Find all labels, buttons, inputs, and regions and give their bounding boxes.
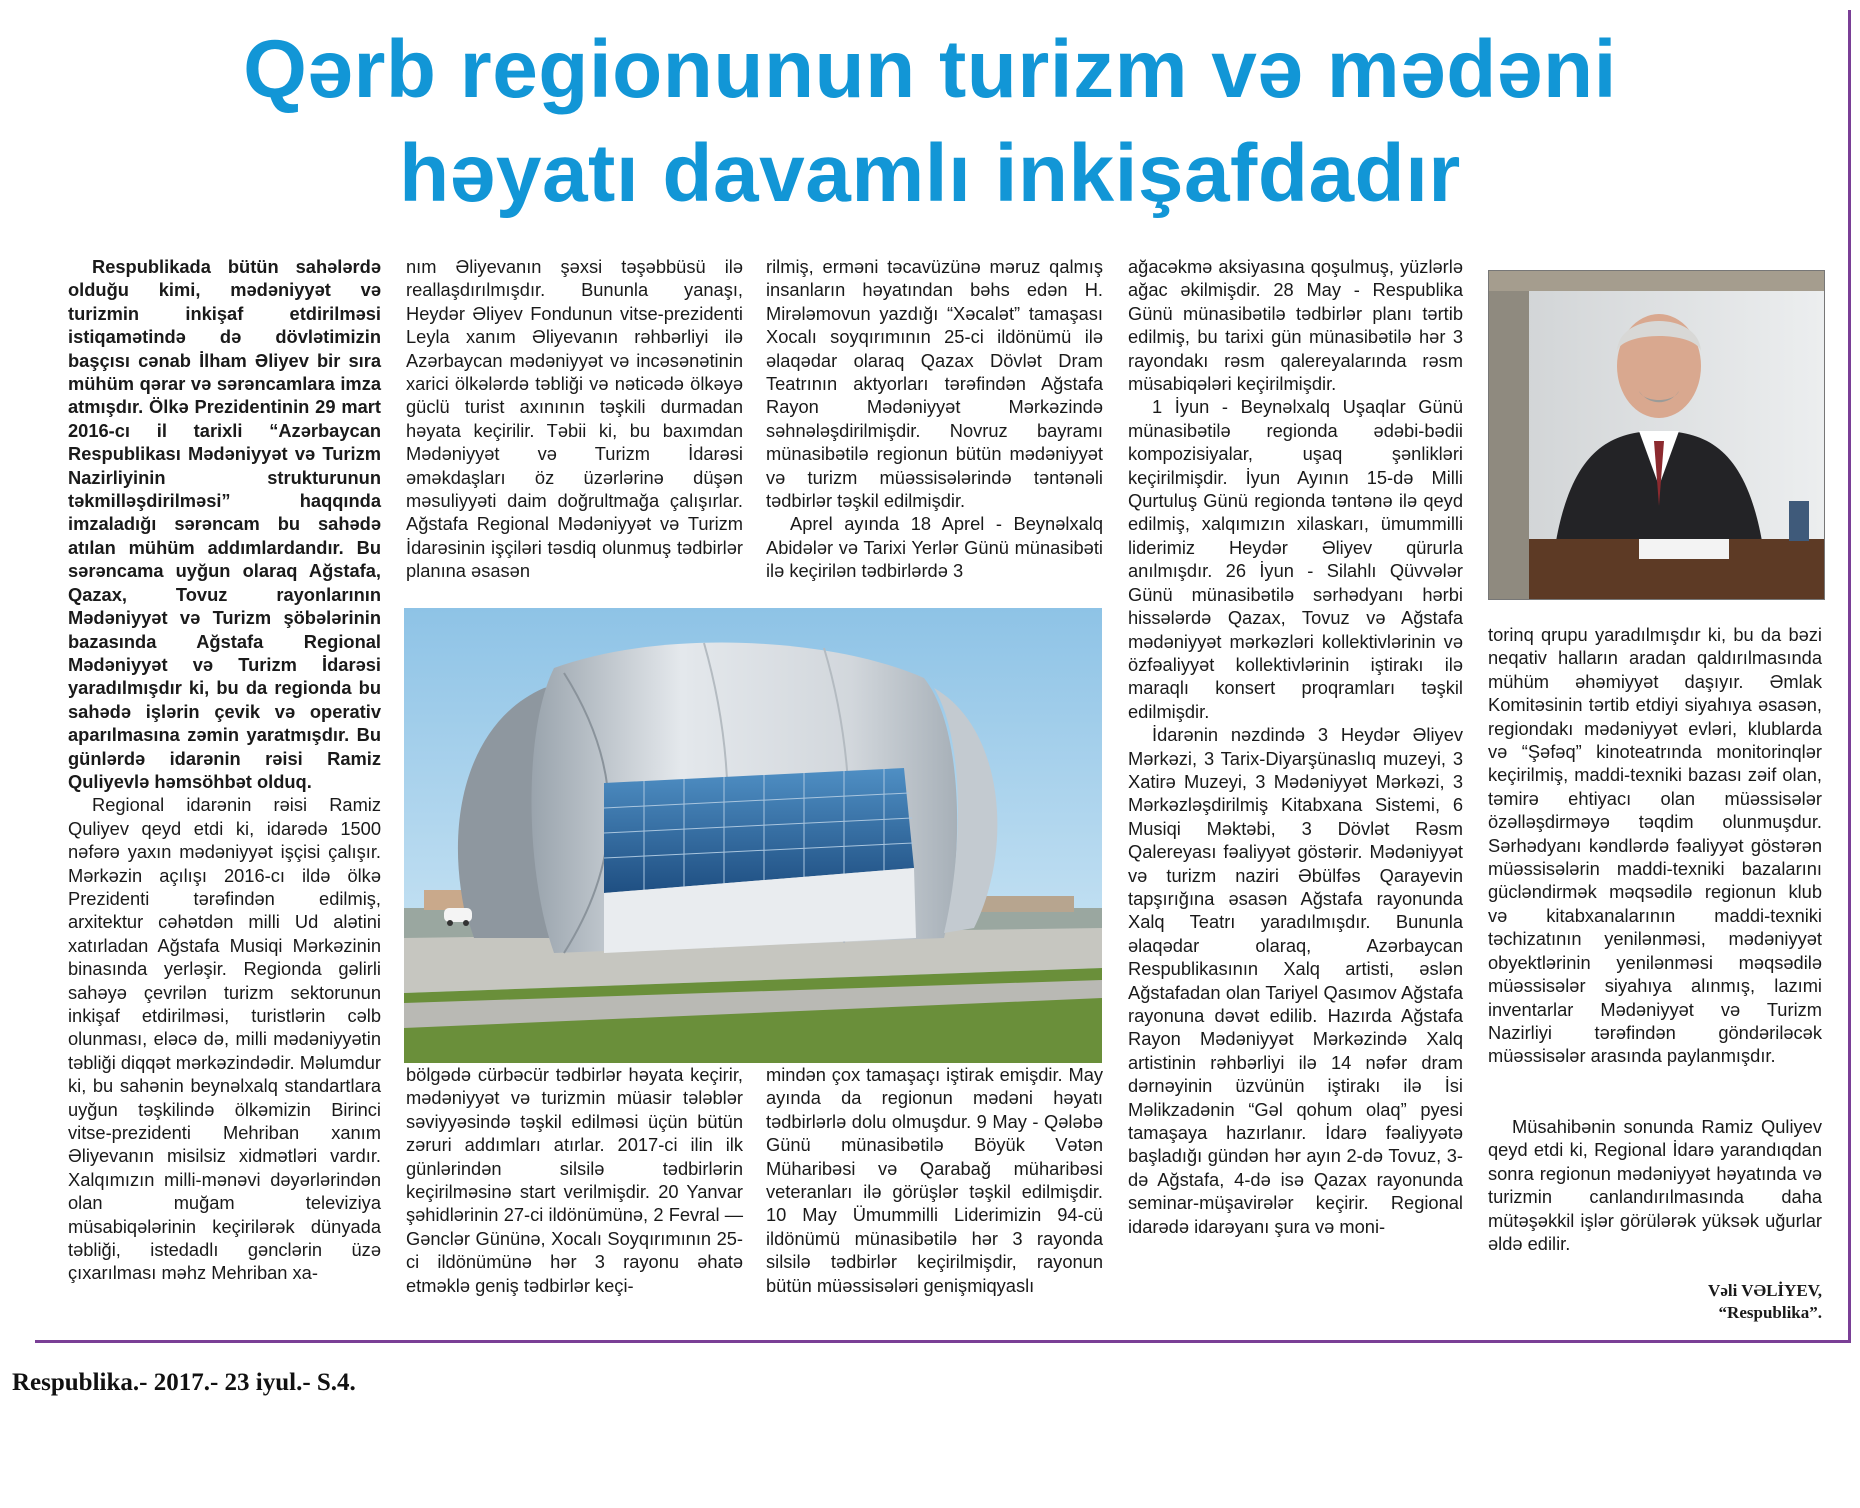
body-paragraph: Müsahibənin sonunda Ramiz Quliyev qeyd etdi ki, Regional İdarə yarandıqdan sonra regionun mədəniyyət həyatında və turizmin canlandırılmasında daha mütəşəkkil işlər görülərək yüksək uğurlar əldə edilir. <box>1488 1116 1822 1255</box>
publication-name: “Respublika”. <box>1718 1303 1822 1322</box>
building-photo <box>404 608 1102 1063</box>
headline <box>30 18 1830 226</box>
body-paragraph: bölgədə cürbəcür tədbirlər həyata keçirir, mədəniyyət və turizmin müasir tələblər səviyyəsində təşkil edilməsi üçün bütün zəruri addımları atırlar. 2017-ci ilin ilk günlərindən silsilə tədbirlərin keçirilməsinə start verilmişdir. 20 Yanvar şəhidlərinin 27-ci ildönümünə, 2 Fevral — Gənclər Gününə, Xocalı Soyqırımının 25-ci ildönümünə hər 3 rayonu əhatə etməklə geniş tədbirlər keçi- <box>406 1064 743 1296</box>
article-column-5 <box>1488 255 1822 1337</box>
body-paragraph: rilmiş, erməni təcavüzünə məruz qalmış insanların həyatından bəhs edən H. Mirələmovun yazdığı “Xəcalət” tamaşası Xocalı soyqırımının 25-ci ildönümü ilə əlaqədar olaraq Qazax Dövlət Dram Teatrının aktyorları tərəfindən Ağstafa Rayon Mədəniyyət Mərkəzində səhnələşdirilmişdir. Novruz bayramı münasibətilə regionun bütün mədəniyyət və turizm müəssisələrində təntənəli tədbirlər təşkil edilmişdir. <box>766 256 1103 512</box>
body-paragraph: Regional idarənin rəisi Ramiz Quliyev qeyd etdi ki, idarədə 1500 nəfərə yaxın mədəniyyət işçisi çalışır. Mərkəzin açılışı 2016-cı ildə ölkə Prezidenti tərəfindən edilmiş, arxitektur cəhətdən milli Ud alətini xatırladan Ağstafa Musiqi Mərkəzinin binasında yerləşir. Regionda gəlirli sahəyə çevrilən turizm sektorunun inkişaf etdirilməsi, turistlərin cəlb olunması, eləcə də, milli mədəniyyətin təbliği diqqət mərkəzindədir. Məlumdur ki, bu sahənin beynəlxalq standartlara uyğun təşkilində ölkəmizin Birinci vitse-prezidenti Mehriban xanım Əliyevanın misilsiz xidmətləri vardır. Xalqımızın milli-mənəvi dəyərlərindən olan muğam televiziya müsabiqələrinin keçirilərək dünyada təbliği, istedadlı gənclərin üzə çıxarılması məhz Mehriban xa- <box>68 794 381 1284</box>
bottom-border-rule <box>35 1340 1851 1343</box>
lead-paragraph: Respublikada bütün sahələrdə olduğu kimi, mədəniyyət və turizmin inkişaf etdirilməsi istiqamətində də dövlətimizin başçısı cənab İlham Əliyev bir sıra mühüm qərar və sərəncamlara imza atmışdır. Ölkə Prezidentinin 29 mart 2016-cı il tarixli “Azərbaycan Respublikası Mədəniyyət və Turizm Nazirliyinin strukturunun təkmilləşdirilməsi” haqqında imzaladığı sərəncam bu sahədə atılan mühüm addımlardandır. Bu sərəncama uyğun olaraq Ağstafa, Qazax, Tovuz rayonlarının Mədəniyyət və Turizm şöbələrinin bazasında Ağstafa Regional Mədəniyyət və Turizm İdarəsi yaradılmışdır ki, bu da regionda bu sahədə işlərin çevik və operativ aparılmasına zəmin yaratmışdır. Bu günlərdə idarənin rəisi Ramiz Quliyevlə həmsöhbət olduq. <box>68 256 381 792</box>
author-name: Vəli VƏLİYEV, <box>1708 1281 1822 1300</box>
headline-line-1: Qərb regionunun turizm və mədəni <box>243 24 1617 115</box>
headline-line-2: həyatı davamlı inkişafdadır <box>399 128 1461 219</box>
body-paragraph: 1 İyun - Beynəlxalq Uşaqlar Günü münasibətilə regionda ədəbi-bədii kompozisiyalar, uşaq şənlikləri keçirilmişdir. İyun Ayının 15-də Milli Qurtuluş Günü regionda təntənə ilə qeyd edilmiş, xalqımızın xilaskarı, ümummilli liderimiz Heydər Əliyev qürurla anılmışdır. 26 İyun - Silahlı Qüvvələr Günü münasibətilə sərhədyanı hərbi hissələrdə Qazax, Tovuz və Ağstafa mədəniyyət mərkəzləri kollektivlərinin və özfəaliyyət kollektivlərinin iştirakı ilə maraqlı konsert proqramları təşkil edilmişdir. <box>1128 396 1463 722</box>
author-signature <box>1488 1280 1822 1324</box>
body-paragraph: Aprel ayında 18 Aprel - Beynəlxalq Abidələr və Tarixi Yerlər Günü münasibəti ilə keçirilən tədbirlərdə 3 <box>766 513 1103 582</box>
body-paragraph: İdarənin nəzdində 3 Heydər Əliyev Mərkəzi, 3 Tarix-Diyarşünaslıq muzeyi, 3 Xatirə Muzeyi, 3 Mədəniyyət Mərkəzi, 3 Mərkəzləşdirilmiş Kitabxana Sistemi, 6 Musiqi Məktəbi, 3 Dövlət Rəsm Qalereyası fəaliyyət göstərir. Mədəniyyət və turizm naziri Əbülfəs Qarayevin tapşırığına əsasən Ağstafa rayonunda Xalq Teatrı yaradılmışdır. Bununla əlaqədar olaraq, Azərbaycan Respublikasının Xalq artisti, əslən Ağstafadan olan Tariyel Qasımov Ağstafa rayonuna dəvət edilib. Hazırda Ağstafa Rayon Mədəniyyət Mərkəzində Xalq artistinin rəhbərliyi ilə 14 nəfər dram dərnəyinin üzvünün iştirakı ilə İsi Məlikzadənin “Gəl qohum olaq” pyesi tamaşaya hazırlanır. İdarə fəaliyyətə başladığı gündən hər ayın 2-də Tovuz, 3-də Ağstafa, 4-də isə Qazax rayonunda seminar-müşavirələr keçirir. Regional idarədə idarəyanı şura və moni- <box>1128 724 1463 1237</box>
body-paragraph: nım Əliyevanın şəxsi təşəbbüsü ilə reallaşdırılmışdır. Bununla yanaşı, Heydər Əliyev Fondunun vitse-prezidenti Leyla xanım Əliyevanın rəhbərliyi ilə Azərbaycan mədəniyyət və incəsənətinin xarici ölkələrdə təbliği və nəticədə ölkəyə güclü turist axınının təşkili durmadan həyata keçirilir. Təbii ki, bu baxımdan Mədəniyyət və Turizm İdarəsi əməkdaşları öz üzərlərinə düşən məsuliyyəti daim doğrultmağa çalışırlar. Ağstafa Regional Mədəniyyət və Turizm İdarəsinin işçiləri təsdiq olunmuş tədbirlər planına əsasən <box>406 256 743 582</box>
article-column-4 <box>1128 255 1463 1337</box>
body-paragraph: torinq qrupu yaradılmışdır ki, bu da bəzi neqativ halların aradan qaldırılmasında mühüm əhəmiyyət daşıyır. Əmlak Komitəsinin tərtib etdiyi siyahıya əsasən, regiondakı mədəniyyət evləri, klublarda və “Şəfəq” kinoteatrında monitorinqlər keçirilmiş, maddi-texniki bazası zəif olan, təmirə ehtiyacı olan müəssisələr özəlləşdirməyə təqdim olunmuşdur. Sərhədyanı kəndlərdə fəaliyyət göstərən müəssisələrin maddi-texniki bazalarını gücləndirmək məqsədilə regionun klub və kitabxanalarının maddi-texniki təchizatının yenilənməsi, mədəniyyət obyektlərinin yenilənməsi məqsədilə müəssisələr siyahıya alınmış, lazımi inventarlar Mədəniyyət və Turizm Nazirliyi tərəfindən göndəriləcək müəssisələr arasında paylanmışdır. <box>1488 624 1822 1067</box>
article-column-1 <box>68 255 381 1337</box>
right-border-rule <box>1848 10 1851 1340</box>
body-paragraph: mindən çox tamaşaçı iştirak emişdir. May ayında da regionun mədəni həyatı tədbirlərlə dolu olmuşdur. 9 May - Qələbə Günü münasibətilə Böyük Vətən Müharibəsi və Qarabağ müharibəsi veteranları ilə görüşlər təşkil edilmişdir. 10 May Ümummilli Liderimizin 94-cü ildönümü münasibətilə hər 3 rayonda silsilə tədbirlər keçirilmişdir, rayonun bütün müəssisələri genişmiqyaslı <box>766 1064 1103 1296</box>
body-paragraph: ağacəkmə aksiyasına qoşulmuş, yüzlərlə ağac əkilmişdir. 28 May - Respublika Günü münasibətilə tədbirlər planı tərtib edilmiş, bu tarixi gün münasibətilə hər 3 rayondakı rəsm qalereyalarında rəsm müsabiqələri keçirilmişdir. <box>1128 256 1463 395</box>
source-citation: Respublika.- 2017.- 23 iyul.- S.4. <box>12 1369 356 1396</box>
